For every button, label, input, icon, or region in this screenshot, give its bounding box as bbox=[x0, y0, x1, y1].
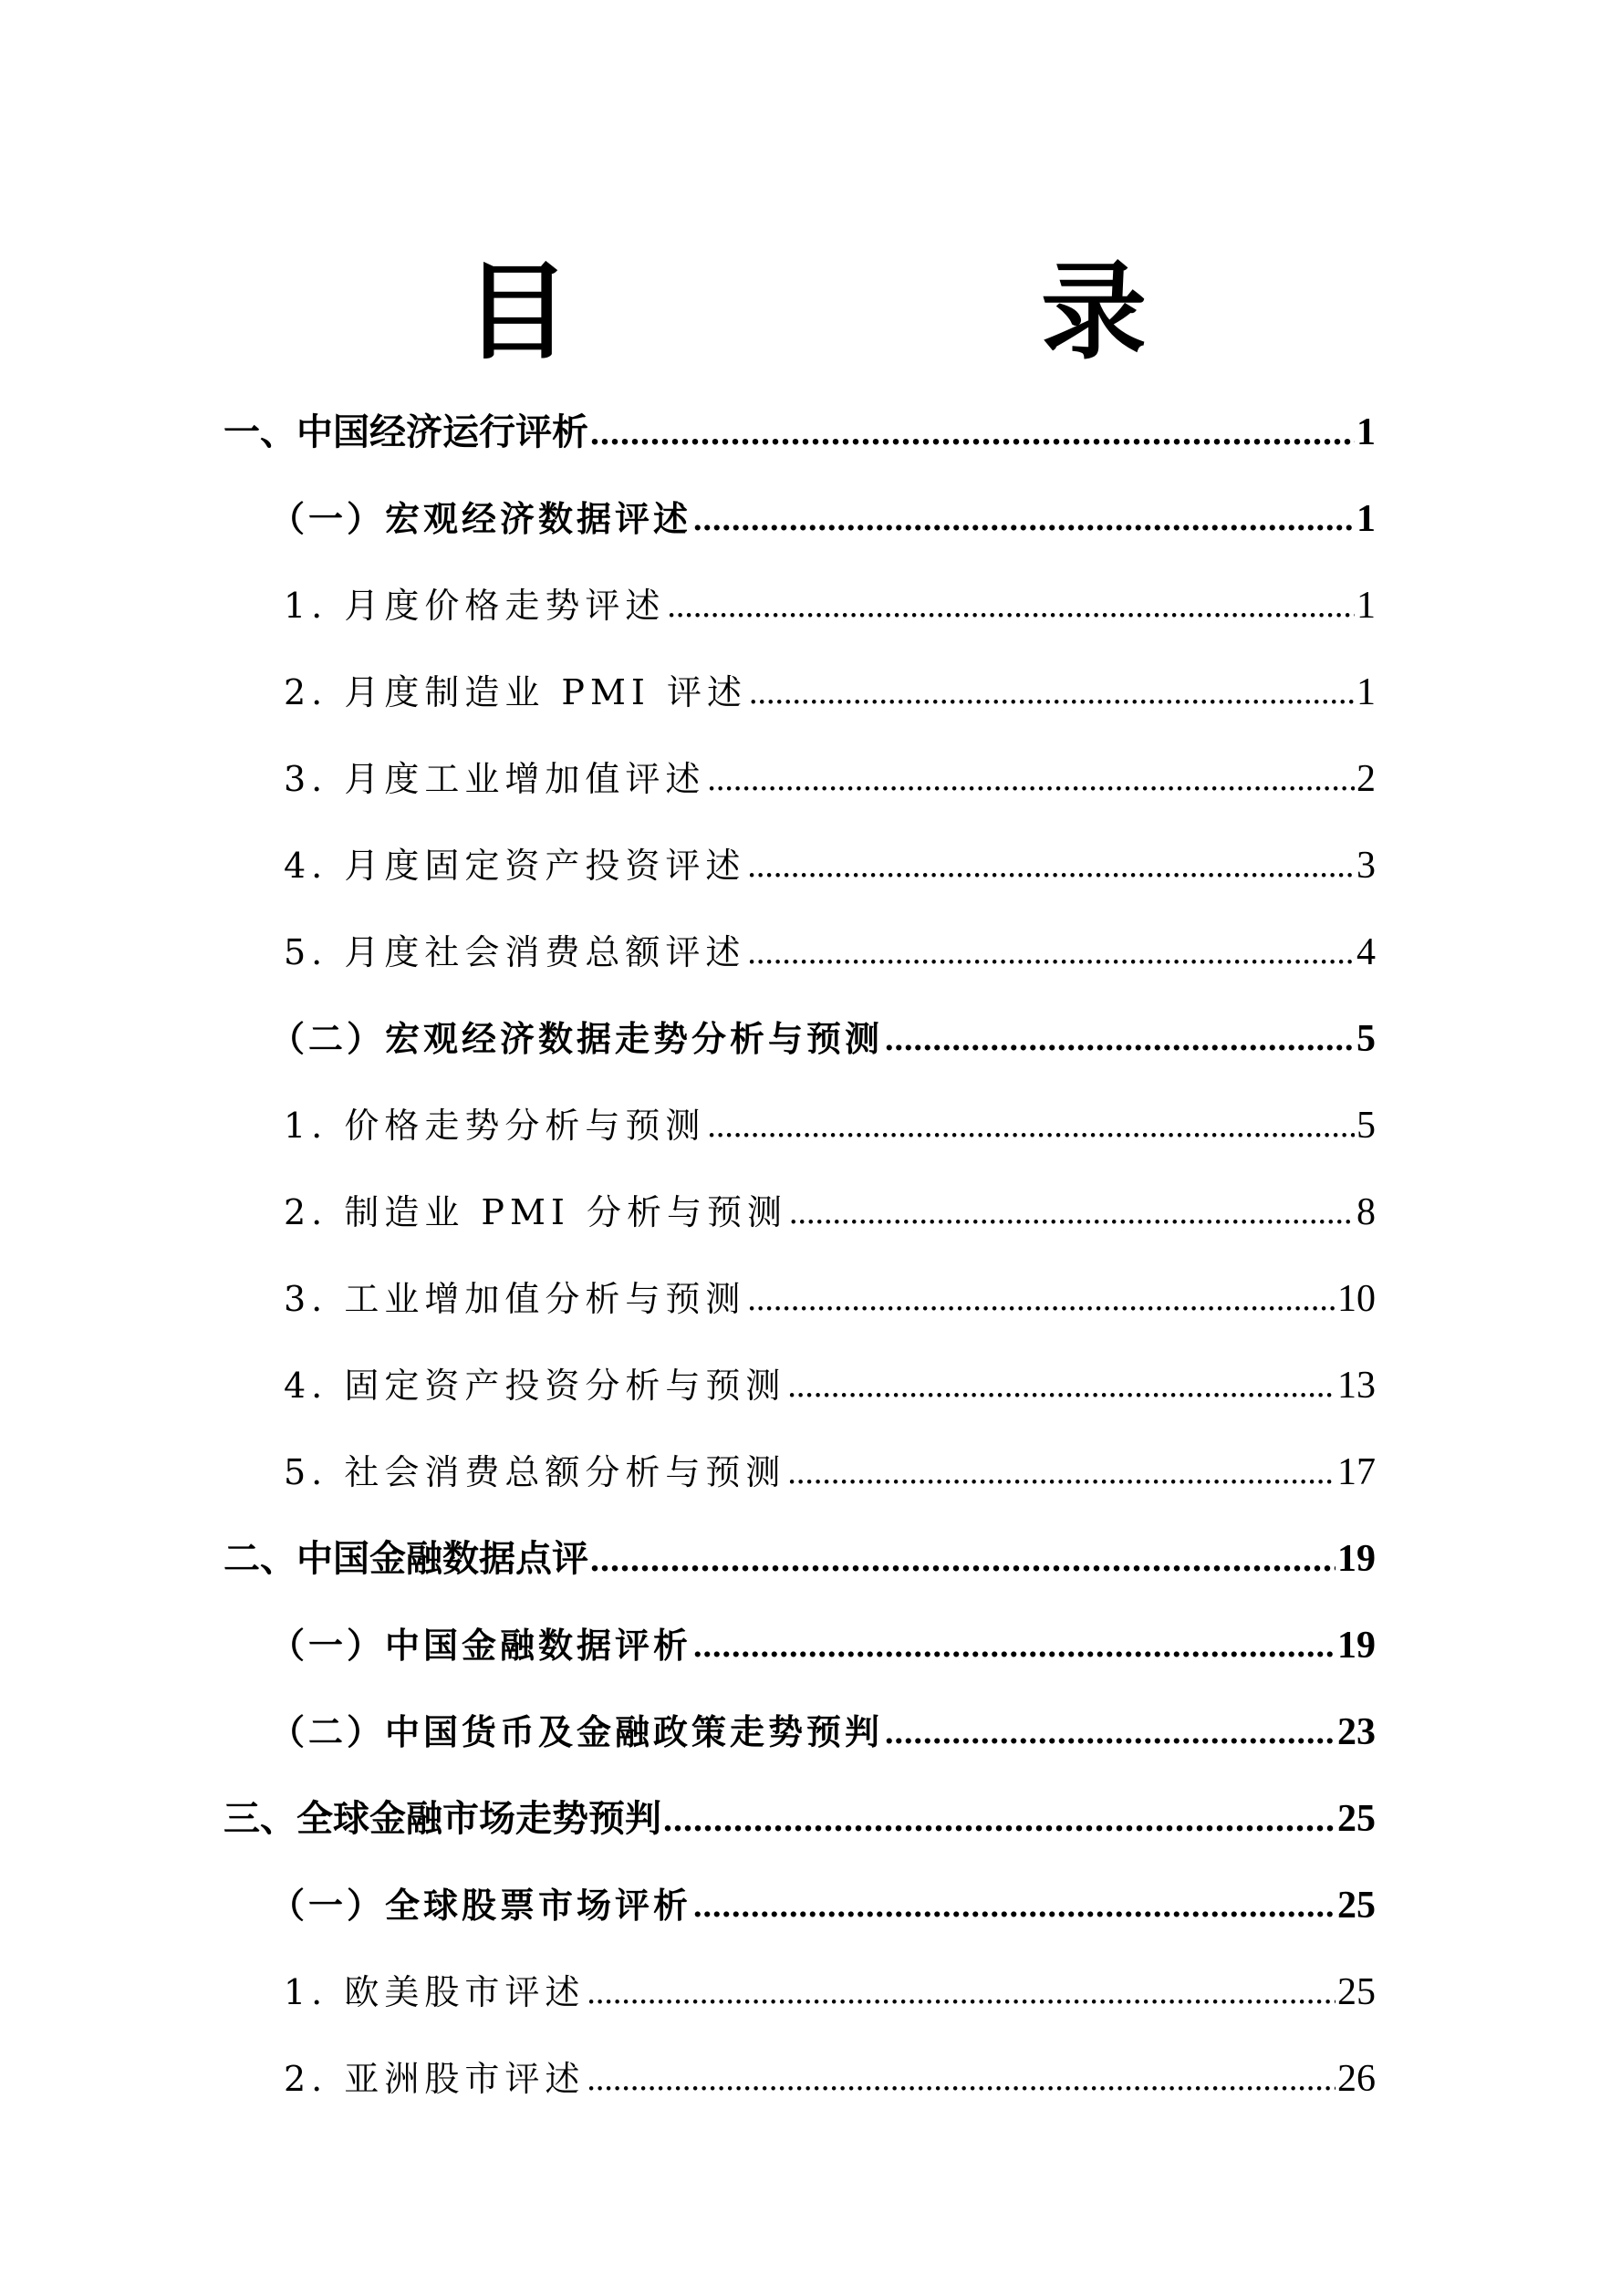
toc-page-number: 1 bbox=[1356, 411, 1376, 453]
toc-leader-dots bbox=[587, 1965, 1336, 2020]
toc-entry[interactable] bbox=[284, 665, 1376, 720]
toc-leader-dots bbox=[667, 578, 1355, 633]
toc-leader-dots bbox=[693, 492, 1355, 546]
toc-entry[interactable] bbox=[284, 838, 1376, 893]
toc-entry-label: （二）中国货币及金融政策走势预判 bbox=[270, 1712, 884, 1752]
toc-leader-dots bbox=[707, 752, 1355, 806]
toc-entry[interactable] bbox=[284, 1445, 1376, 1500]
toc-entry[interactable] bbox=[284, 1098, 1376, 1153]
toc-page-number: 5 bbox=[1356, 1018, 1376, 1060]
toc-page-number: 4 bbox=[1356, 931, 1376, 973]
toc-page-number: 19 bbox=[1337, 1538, 1376, 1580]
toc-leader-dots bbox=[787, 1358, 1336, 1413]
toc-entry-label: 2. 亚洲股市评述 bbox=[284, 2059, 586, 2099]
toc-entry[interactable] bbox=[284, 1358, 1376, 1413]
toc-entry-label: 3. 工业增加值分析与预测 bbox=[284, 1279, 746, 1319]
toc-page-number: 26 bbox=[1337, 2058, 1376, 2100]
toc-leader-dots bbox=[693, 1878, 1336, 1933]
toc-leader-dots bbox=[663, 1792, 1336, 1846]
toc-entry-label: （一）宏观经济数据评述 bbox=[270, 499, 692, 539]
toc-entry-label: （一）中国金融数据评析 bbox=[270, 1626, 692, 1666]
toc-entry-label: 4. 月度固定资产投资评述 bbox=[284, 846, 746, 886]
toc-entry-label: 5. 社会消费总额分析与预测 bbox=[284, 1452, 786, 1492]
toc-entry-label: 3. 月度工业增加值评述 bbox=[284, 759, 706, 799]
toc-entry-label: 5. 月度社会消费总额评述 bbox=[284, 932, 746, 972]
toc-leader-dots bbox=[747, 838, 1355, 893]
toc-entry-label: 三、全球金融市场走势预判 bbox=[223, 1798, 661, 1840]
toc-entry[interactable] bbox=[284, 1185, 1376, 1240]
toc-entry[interactable] bbox=[270, 1705, 1376, 1760]
toc-entry-label: 1. 价格走势分析与预测 bbox=[284, 1106, 706, 1146]
toc-entry-label: 4. 固定资产投资分析与预测 bbox=[284, 1366, 786, 1406]
toc-leader-dots bbox=[747, 1272, 1336, 1326]
toc-entry-label: 2. 月度制造业 PMI 评述 bbox=[284, 672, 747, 712]
toc-leader-dots bbox=[590, 405, 1355, 460]
toc-page-number: 25 bbox=[1337, 1885, 1376, 1927]
toc-leader-dots bbox=[707, 1098, 1355, 1153]
toc-page-number: 2 bbox=[1356, 758, 1376, 800]
toc-entry-label: 1. 欧美股市评述 bbox=[284, 1972, 586, 2012]
toc-entry[interactable] bbox=[270, 1012, 1376, 1066]
toc-entry-label: 1. 月度价格走势评述 bbox=[284, 586, 666, 626]
toc-page-number: 5 bbox=[1356, 1105, 1376, 1147]
toc-entry-label: 一、中国经济运行评析 bbox=[223, 411, 588, 453]
toc-entry[interactable] bbox=[223, 1532, 1376, 1586]
toc-entry[interactable] bbox=[284, 1965, 1376, 2020]
toc-page-number: 25 bbox=[1337, 1971, 1376, 2013]
toc-entry-label: （一）全球股票市场评析 bbox=[270, 1886, 692, 1926]
toc-page-number: 25 bbox=[1337, 1798, 1376, 1840]
toc-page-number: 23 bbox=[1337, 1711, 1376, 1753]
toc-entry[interactable] bbox=[284, 1272, 1376, 1326]
toc-leader-dots bbox=[789, 1185, 1355, 1240]
toc-entry[interactable] bbox=[223, 405, 1376, 460]
toc-entry-label: 2. 制造业 PMI 分析与预测 bbox=[284, 1192, 787, 1232]
toc-leader-dots bbox=[787, 1445, 1336, 1500]
toc-entry-label: （二）宏观经济数据走势分析与预测 bbox=[270, 1019, 884, 1059]
toc-leader-dots bbox=[885, 1012, 1355, 1066]
toc-entry[interactable] bbox=[284, 752, 1376, 806]
toc-page-number: 3 bbox=[1356, 845, 1376, 887]
toc-entry[interactable] bbox=[270, 1618, 1376, 1673]
toc-entry[interactable] bbox=[284, 925, 1376, 980]
toc-page-number: 1 bbox=[1356, 498, 1376, 540]
toc-leader-dots bbox=[590, 1532, 1336, 1586]
toc-leader-dots bbox=[693, 1618, 1336, 1673]
toc-page-number: 13 bbox=[1337, 1365, 1376, 1407]
toc-entry[interactable] bbox=[270, 492, 1376, 546]
toc-entry[interactable] bbox=[223, 1792, 1376, 1846]
toc-entry[interactable] bbox=[284, 578, 1376, 633]
toc-page-number: 10 bbox=[1337, 1278, 1376, 1320]
toc-page-number: 1 bbox=[1356, 585, 1376, 627]
toc-leader-dots bbox=[885, 1705, 1336, 1760]
toc-leader-dots bbox=[749, 665, 1355, 720]
toc-entry[interactable] bbox=[284, 2052, 1376, 2106]
toc-page-number: 17 bbox=[1337, 1451, 1376, 1493]
toc-page-number: 1 bbox=[1356, 671, 1376, 713]
toc-entry[interactable] bbox=[270, 1878, 1376, 1933]
page-title: 目 录 bbox=[464, 250, 1329, 374]
toc-leader-dots bbox=[747, 925, 1355, 980]
toc-page-number: 8 bbox=[1356, 1191, 1376, 1233]
toc-page-number: 19 bbox=[1337, 1625, 1376, 1667]
toc-leader-dots bbox=[587, 2052, 1336, 2106]
toc-entry-label: 二、中国金融数据点评 bbox=[223, 1538, 588, 1580]
